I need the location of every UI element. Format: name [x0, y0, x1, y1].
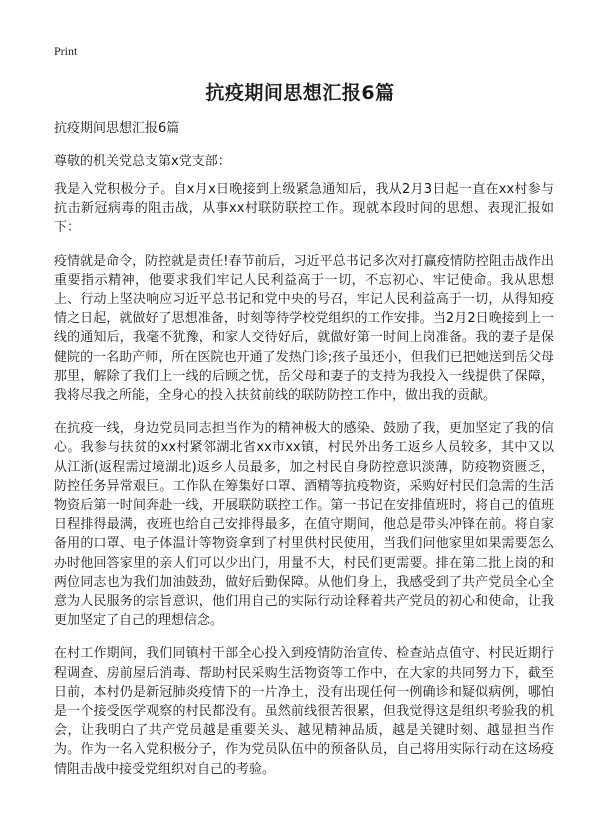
salutation: 尊敬的机关党总支第x党支部： [54, 154, 231, 169]
document-title: 抗疫期间思想汇报6篇 [205, 82, 395, 104]
paragraph-2: 疫情就是命令，防控就是责任!春节前后，习近平总书记多次对打赢疫情防控阻击战作出重要指示精神，他要求我们牢记人民利益高于一切，不忘初心、牢记使命。我从思想上、行动上坚决响应习近平总书记和党中央的号召，牢记人民利益高于一切，从得知疫情之日起，就做好了思想准备，时刻等待学校党组织的工作安排。当2月2日晚接到上一线的通知后，我毫不犹豫，和家人交待好后，就做好第一时间上岗准备。我的妻子是保健院的一名助产师，所在医院也开通了发热门诊;孩子虽还小，但我们已把她送到岳父母那里，解除了我们上一线的后顾之忧，岳父母和妻子的支持为我投入一线提供了保障，我将尽我之所能，全身心的投入扶贫前线的联防防控工作中，做出我的贡献。 [54, 253, 554, 404]
paragraph-4: 在村工作期间，我们同镇村干部全心投入到疫情防治宣传、检查站点值守、村民近期行程调查、房前屋后消毒、帮助村民采购生活物资等工作中，在大家的共同努力下，截至日前，本村仍是新冠肺炎疫情下的一片净土，没有出现任何一例确诊和疑似病例，哪怕是一个接受医学观察的村民都没有。虽然前线很苦很累，但我觉得这是组织考验我的机会，让我明白了共产党员越是重要关头、越见精神品质，越是关键时刻、越显担当作为。作为一名入党积极分子，作为党员队伍中的预备队员，自己将用实际行动在这场疫情阻击战中接受党组织对自己的考验。 [54, 646, 554, 777]
document-subtitle: 抗疫期间思想汇报6篇 [54, 121, 180, 136]
paragraph-3: 在抗疫一线，身边党员同志担当作为的精神极大的感染、鼓励了我，更加坚定了我的信心。我参与扶贫的xx村紧邻湖北省xx市xx镇，村民外出务工返乡人员较多，其中又以从江浙(返程需过境湖北)返乡人员最多，加之村民自身防控意识淡薄，防疫物资匮乏，防控任务异常艰巨。工作队在筹集好口罩、酒精等抗疫物资，采购好村民们急需的生活物资后第一时间奔赴一线，开展联防联控工作。第一书记在安排值班时，将自己的值班日程排得最满，夜班也给自己安排得最多，在值守期间，他总是带头冲锋在前。将自家备用的口罩、电子体温计等物资拿到了村里供村民使用，当我们问他家里如果需要怎么办时他回答家里的亲人们可以少出门，用量不大，村民们更需要。排在第二批上岗的和两位同志也为我们加油鼓劲，做好后勤保障。从他们身上，我感受到了共产党员全心全意为人民服务的宗旨意识，他们用自己的实际行动诠释着共产党员的初心和使命，让我更加坚定了自己的理想信念。 [54, 421, 554, 629]
print-label[interactable]: Print [54, 44, 78, 58]
paragraph-1: 我是入党积极分子。自x月x日晚接到上级紧急通知后，我从2月3日起一直在xx村参与抗击新冠病毒的阻击战，从事xx村联防联控工作。现就本段时间的思想、表现汇报如下： [54, 182, 554, 236]
document-body [54, 180, 554, 793]
